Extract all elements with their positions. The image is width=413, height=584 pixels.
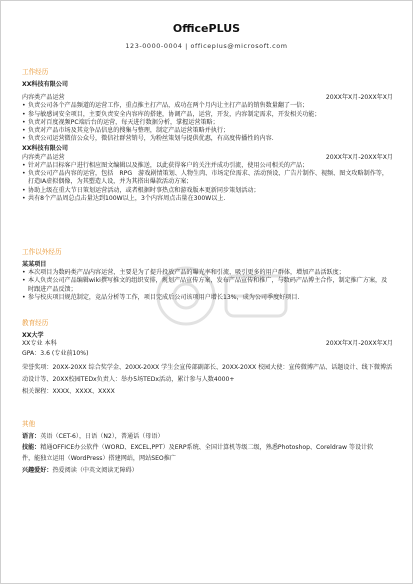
list-item: • 负责对百度视频PC端后台的运营，每天进行数据分析，掌握运营策略；: [22, 118, 219, 126]
school-name: XX大学: [22, 331, 44, 339]
list-item: • 参与敏感词安全项目，主要负责安全内容库的搭建，协调产品，运营，开发，内容制定需求，开发相关功能；: [22, 110, 321, 118]
education-period: 20XX年X月-20XX年X月: [325, 340, 393, 348]
job-period: 20XX年X月-20XX年X月: [325, 94, 393, 102]
list-item: • 负责对产品市场及其竞争品信息的搜集与整理，制定产品运营策略并执行；: [22, 126, 230, 134]
list-item: • 负责公司产品内容的运营，包括 RPG 游戏剧情策划、人物生肉、市场定位需求、活动预设、广告片制作、视频、图文攻略制作等，打造IA虚拟偶像，为其塑造人设，并为其搭出爆款活动方案；: [22, 170, 388, 186]
honors-line-2: 动设计等、20XX校园TEDx负责人：举办5场TEDx活动，累计参与人数4000+: [22, 375, 235, 383]
list-item: • 针对产品目标客户进行相应图文编辑以及推送，以此获得客户的关注并成功引流，使用公司相关的产品；: [22, 161, 309, 169]
job-period: 20XX年X月-20XX年X月: [325, 153, 393, 161]
other-section-title: 工作以外经历: [22, 248, 62, 256]
work-section: [22, 68, 393, 203]
list-item: • 负责公司运营微信公众号，微信社群营销号，为粉丝策划与提供优惠，有高度传播性的内容.: [22, 135, 274, 143]
job-role-row: [22, 154, 393, 162]
degree: XX专业 本科: [22, 340, 57, 348]
misc-section: [22, 420, 393, 475]
gpa: GPA：3.6 (专业前10%): [22, 350, 89, 358]
work-section-title: 工作经历: [22, 68, 49, 76]
education-section: [22, 319, 393, 396]
list-item: • 参与校庆项目规范制定，竞品分析等工作，项目完成后公司该项用户增长13%，成为公司季度好项目.: [22, 293, 300, 301]
skill-line-2: 件，能独立运用（WordPress）搭建网站，网站SEO推广: [22, 455, 176, 463]
job-role: 内容类产品运营: [22, 153, 65, 161]
education-section-title: 教育经历: [22, 319, 49, 327]
list-item: • 共有8个产品周总点击量达到100W以上，3个内容周点击量在300W以上.: [22, 194, 226, 202]
job-role: 内容类产品运营: [22, 94, 65, 102]
hobby-line: 兴趣爱好：热爱阅读（中英文阅读无障碍）: [22, 466, 138, 474]
list-item: • 本人负责公司产品编辑wiki撰写推文的组织安排，规划产品宣传方案，发布产品宣传和推广，与数码产品博主合作，制定推广方案，及时跟进产品反馈；: [22, 277, 388, 293]
resume-name: OfficePLUS: [172, 22, 241, 35]
honors-line-1: 荣誉奖项：20XX-20XX 综合奖学金、20XX-20XX 学生会宣传部副部长、20XX-20XX 校园大使：宣传微博产品、话题设计、线下微博活: [22, 363, 393, 371]
company-name: XX科技有限公司: [22, 145, 68, 153]
courses: 相关课程：XXXX、XXXX、XXXX: [22, 387, 115, 395]
misc-section-title: 其他: [22, 420, 36, 428]
degree-row: [22, 340, 393, 348]
language-line: 语言：英语（CET-6），日语（N2），普通话（母语）: [22, 432, 164, 440]
list-item: • 协助上级在重大节日策划运营活动，或者根据时事热点和游戏版本更新同步策划活动；: [22, 186, 260, 194]
project-name: 某某项目: [22, 260, 47, 268]
list-item: • 负责公司各个产品频道的运营工作，重点推主打产品，成功在两个月内让主打产品的销售数量翻了一倍；: [22, 102, 309, 110]
skill-line-1: 技能：精通OFFICE办公软件（WORD、EXCEL,PPT）及ERP系统、全国计算机等级二级，熟悉Photoshop、Coreldraw 等设计软: [22, 444, 374, 452]
company-name: XX科技有限公司: [22, 80, 68, 88]
contact-line: 123-0000-0004 | officeplus@microsoft.com: [125, 42, 288, 50]
list-item: • 本次项目为数码类产品内容运营，主要是为了提升投放产品的曝光率和引流，吸引更多的用户群体，增加产品活跃度；: [22, 269, 345, 277]
